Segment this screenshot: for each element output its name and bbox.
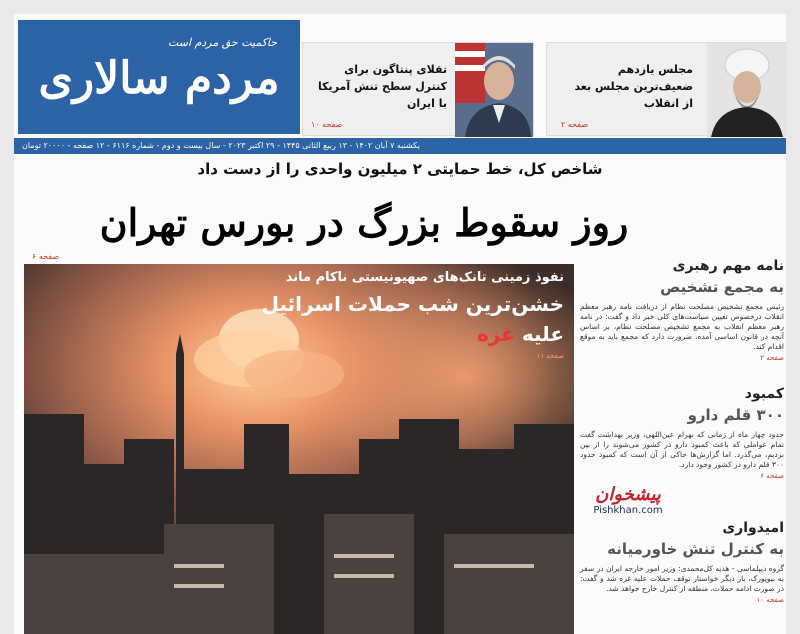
sidebar-story-leader-letter[interactable] [580,256,784,362]
sidebar-story-middle-east[interactable] [580,518,784,604]
story-subhead: به مجمع تشخیص [660,278,784,296]
us-official-photo [455,43,533,137]
lead-headline-gaza: غزه [476,322,515,346]
main-headline[interactable]: روز سقوط بزرگ در بورس تهران [99,200,629,245]
watermark-site: Pishkhan.com [593,505,663,516]
watermark-logo: پیشخوان [595,484,661,505]
masthead [18,20,300,134]
masthead-title: مردم سالاری [38,53,280,104]
lead-page-ref: صفحه ۱۱ [536,352,564,360]
teaser-headline: مجلس یازدهم ضعیف‌ترین مجلس بعد از انقلاب [574,63,693,110]
story-subhead: ۳۰۰ قلم دارو [687,406,784,424]
story-headline: امیدواری [722,520,784,536]
top-teaser-pentagon[interactable] [302,42,534,136]
teaser-page-ref: صفحه ۲ [561,120,589,129]
story-headline: کمبود [744,386,784,402]
sidebar-story-drug-shortage[interactable] [580,384,784,480]
lead-headline-line2 [477,322,564,346]
story-body: حدود چهار ماه از زمانی که بهرام عین‌اللهی، وزیر بهداشت گفت تمام عواملی که باعث کمبود دارو در کشور می‌شوند را از بین بردیم، می‌گذرد. اما گزارش‌ها حاکی از آن است که کمبود حدود ۳۰۰ قلم دارو در کشور وجود دارد. [580,430,784,469]
newspaper-front-page [14,14,786,634]
story-page-ref: صفحه ۲ [760,354,784,362]
masthead-slogan: حاکمیت حق مردم است [168,36,278,49]
teaser-headline: تقلای پنتاگون برای کنترل سطح تنش آمریکا با ایران [318,63,447,110]
pishkhan-watermark [578,484,678,516]
lead-story-photo[interactable] [24,264,574,634]
issue-info-bar: یکشنبه ۷ آبان ۱۴۰۲ - ۱۳ ربیع الثانی ۱۴۴۵ - ۲۹ اکتبر ۲۰۲۳ - سال بیست و دوم - شماره ۶۱۱۶ - ۱۲ صفحه - ۲۰۰۰۰ تومان [14,138,786,154]
story-subhead: به کنترل تنش خاورمیانه [607,540,784,558]
story-page-ref: صفحه ۱۰ [756,596,784,604]
story-body: گروه دیپلماسی - هدیه کل‌محمدی: وزیر امور خارجه ایران در سفر به نیویورک، بار دیگر خواستار توقف حملات علیه غزه شد و گفت: در صورت ادامه حملات، منطقه از کنترل خارج خواهد شد. [580,564,784,593]
lead-headline-word: علیه [521,322,564,346]
top-teaser-parliament[interactable] [546,42,786,136]
teaser-page-ref: صفحه ۱۰ [311,120,343,129]
lead-kicker: نفوذ زمینی تانک‌های صهیونیستی ناکام ماند [285,270,564,285]
story-headline: نامه مهم رهبری [672,258,784,274]
main-kicker: شاخص کل، خط حمایتی ۲ میلیون واحدی را از دست داد [197,160,603,178]
main-page-ref: صفحه ۶ [32,252,60,261]
story-page-ref: صفحه ۶ [760,472,784,480]
lead-headline-line1: خشن‌ترین شب حملات اسرائیل [261,292,564,316]
cleric-photo [707,43,785,137]
story-body: رئیس مجمع تشخیص مصلحت نظام از دریافت نامه رهبر معظم انقلاب درخصوص تعیین سیاست‌های کلی خبر داد و گفت: در نامه رهبر معظم انقلاب به مجمع تشخیص مصلحت نظام، بر اساس آنچه در قانون اساسی آمده، ضرورت دارد که مجمع باید به موقع اقدام کند. [580,302,784,351]
